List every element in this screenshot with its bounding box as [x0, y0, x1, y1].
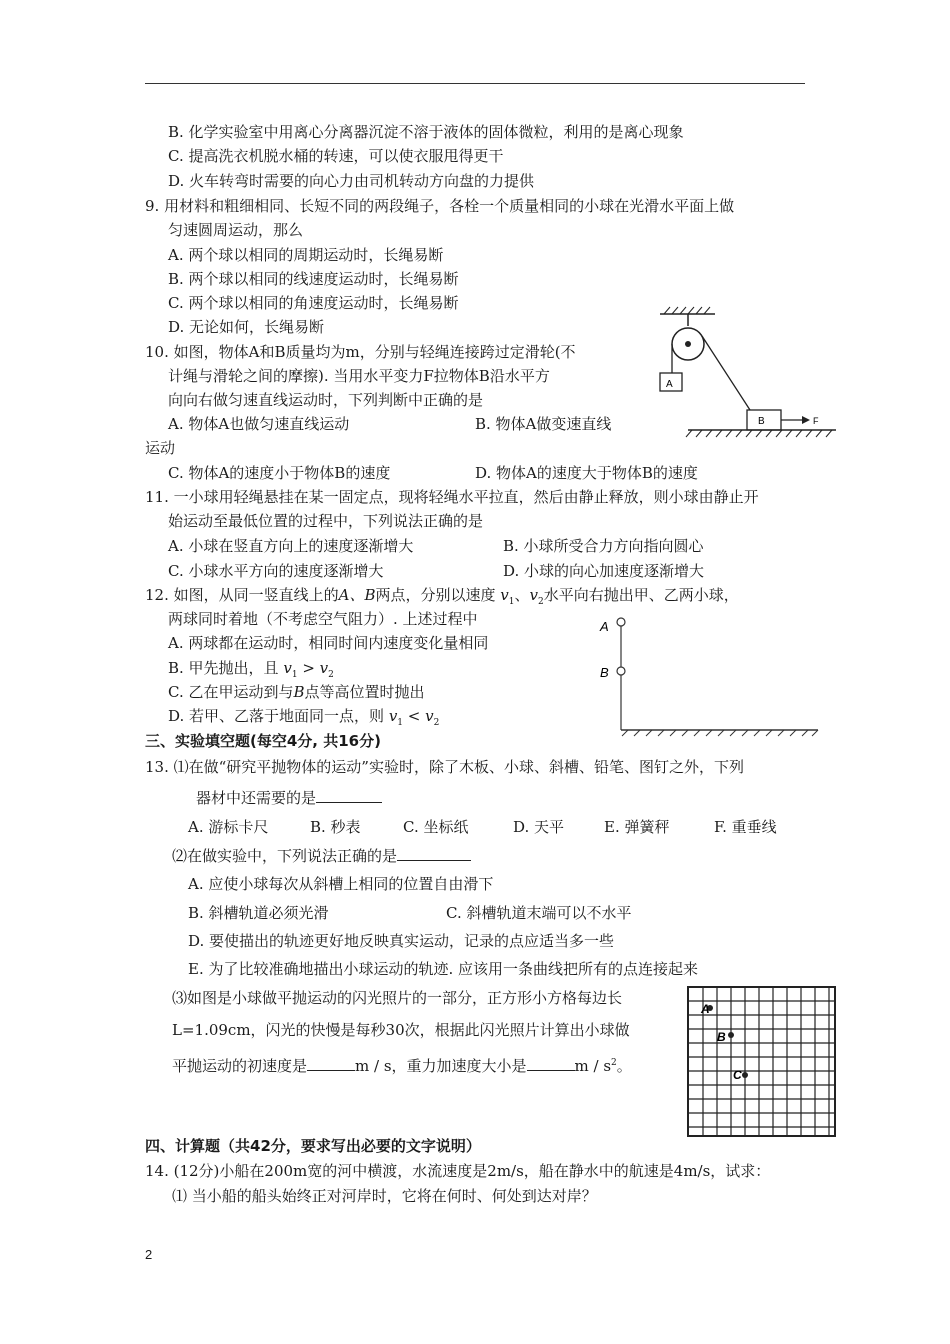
projectile-diagram [596, 612, 826, 738]
q12-option-b: B. 甲先抛出，且 $v_1 > v_2$ [168, 659, 334, 680]
label-flash-a: A [701, 1002, 710, 1016]
q11-option-a: A. 小球在竖直方向上的速度逐渐增大 [168, 537, 414, 555]
q12-option-a: A. 两球都在运动时，相同时间内速度变化量相同 [168, 634, 489, 652]
label-block-b: B [758, 416, 765, 427]
q12-stem-line1: 12. 如图，从同一竖直线上的A、B两点，分别以速度 $v_1$、$v_2$水平向右抛出甲、乙两小球， [145, 586, 739, 607]
q12-option-c: C. 乙在甲运动到与B点等高位置时抛出 [168, 683, 425, 701]
label-point-b: B [600, 665, 609, 680]
q13-part2-option-d: D. 要使描出的轨迹更好地反映真实运动，记录的点应适当多一些 [188, 932, 615, 950]
section-3-heading: 三、实验填空题(每空4分, 共16分) [145, 732, 381, 750]
answer-blank [397, 846, 471, 861]
q14-stem: 14. (12分)小船在200m宽的河中横渡，水流速度是2m/s，船在静水中的航速是4m/s，试求： [145, 1162, 771, 1180]
q11-option-b: B. 小球所受合力方向指向圆心 [503, 537, 704, 555]
label-flash-b: B [717, 1030, 726, 1044]
section-4-heading: 四、计算题（共42分，要求写出必要的文字说明） [145, 1137, 481, 1155]
q10-option-d: D. 物体A的速度大于物体B的速度 [475, 464, 698, 482]
q10-option-b-continued: 运动 [145, 439, 176, 457]
q13-part1-stem-line2: 器材中还需要的是 [196, 788, 382, 808]
q10-stem-line1: 10. 如图，物体A和B质量均为m，分别与轻绳连接跨过定滑轮(不 [145, 343, 576, 361]
flash-photo-grid [686, 985, 838, 1139]
q9-option-b: B. 两个球以相同的线速度运动时，长绳易断 [168, 270, 459, 288]
pulley-diagram [650, 306, 840, 438]
q10-stem-line2: 计绳与滑轮之间的摩擦). 当用水平变力F拉物体B沿水平方 [168, 367, 550, 385]
q10-option-b: B. 物体A做变速直线 [475, 415, 612, 433]
q13-part2-option-b: B. 斜槽轨道必须光滑 [188, 904, 329, 922]
q9-stem-line2: 匀速圆周运动，那么 [168, 221, 304, 239]
label-flash-c: C [733, 1068, 742, 1082]
q13-part1-option-c: C. 坐标纸 [403, 818, 469, 836]
header-rule [145, 83, 805, 84]
answer-blank [316, 788, 382, 803]
q13-part3-stem-line3: 平抛运动的初速度是 m / s，重力加速度大小是 m / $s^2$。 [172, 1057, 632, 1075]
label-force-f: F [813, 416, 819, 426]
q13-part1-option-d: D. 天平 [513, 818, 565, 836]
q11-stem-line1: 11. 一小球用轻绳悬挂在某一固定点，现将轻绳水平拉直，然后由静止释放，则小球由静止开 [145, 488, 759, 506]
q13-part1-option-e: E. 弹簧秤 [604, 818, 670, 836]
answer-blank-velocity [307, 1056, 355, 1071]
q11-stem-line2: 始运动至最低位置的过程中，下列说法正确的是 [168, 512, 484, 530]
q13-part1-option-a: A. 游标卡尺 [188, 818, 269, 836]
q13-part2-option-a: A. 应使小球每次从斜槽上相同的位置自由滑下 [188, 875, 494, 893]
q13-part2-option-c: C. 斜槽轨道末端可以不水平 [446, 904, 632, 922]
q10-option-c: C. 物体A的速度小于物体B的速度 [168, 464, 391, 482]
q12-option-d: D. 若甲、乙落于地面同一点，则 $v_1 < v_2$ [168, 707, 440, 728]
q8-option-d: D. 火车转弯时需要的向心力由司机转动方向盘的力提供 [168, 172, 535, 190]
label-point-a: A [600, 619, 609, 634]
q9-stem-line1: 9. 用材料和粗细相同、长短不同的两段绳子，各栓一个质量相同的小球在光滑水平面上做 [145, 197, 735, 215]
q13-part1-option-f: F. 重垂线 [714, 818, 777, 836]
answer-blank-gravity [527, 1056, 575, 1071]
q9-option-a: A. 两个球以相同的周期运动时，长绳易断 [168, 246, 444, 264]
q13-part3-stem-line1: ⑶如图是小球做平抛运动的闪光照片的一部分，正方形小方格每边长 [172, 989, 623, 1007]
q13-part1-stem-line1: 13. ⑴在做“研究平抛物体的运动”实验时，除了木板、小球、斜槽、铅笔、图钉之外，下列 [145, 758, 744, 776]
q11-option-d: D. 小球的向心加速度逐渐增大 [503, 562, 705, 580]
page-number: 2 [145, 1247, 153, 1262]
q11-option-c: C. 小球水平方向的速度逐渐增大 [168, 562, 384, 580]
q13-part1-option-b: B. 秒表 [310, 818, 361, 836]
q8-option-b: B. 化学实验室中用离心分离器沉淀不溶于液体的固体微粒，利用的是离心现象 [168, 123, 684, 141]
q13-part2-option-e: E. 为了比较准确地描出小球运动的轨迹. 应该用一条曲线把所有的点连接起来 [188, 960, 699, 978]
q14-part1: ⑴ 当小船的船头始终正对河岸时，它将在何时、何处到达对岸？ [172, 1187, 597, 1205]
q8-option-c: C. 提高洗衣机脱水桶的转速，可以使衣服甩得更干 [168, 147, 504, 165]
q13-part3-stem-line2: L=1.09cm，闪光的快慢是每秒30次，根据此闪光照片计算出小球做 [172, 1021, 630, 1039]
q10-option-a: A. 物体A也做匀速直线运动 [168, 415, 350, 433]
label-block-a: A [666, 379, 673, 390]
q9-option-d: D. 无论如何，长绳易断 [168, 318, 325, 336]
q9-option-c: C. 两个球以相同的角速度运动时，长绳易断 [168, 294, 459, 312]
q13-part2-stem: ⑵在做实验中，下列说法正确的是 [172, 846, 471, 866]
q10-stem-line3: 向向右做匀速直线运动时，下列判断中正确的是 [168, 391, 484, 409]
q12-stem-line2: 两球同时着地（不考虑空气阻力）. 上述过程中 [168, 610, 478, 628]
